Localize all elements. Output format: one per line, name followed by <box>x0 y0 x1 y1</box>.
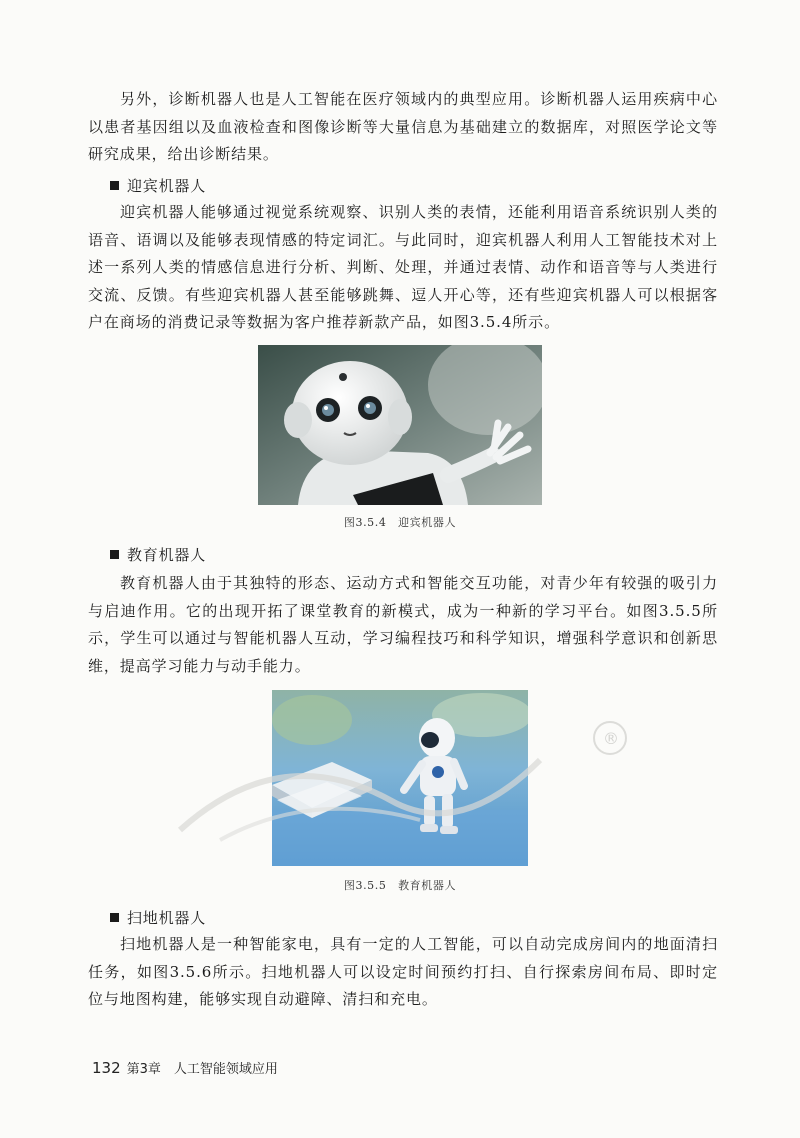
square-bullet-icon <box>110 913 119 922</box>
figure-caption-education-robot: 图3.5.5 教育机器人 <box>343 879 457 892</box>
paragraph-sweeping-robot: 扫地机器人是一种智能家电，具有一定的人工智能，可以自动完成房间内的地面清扫任务，如图3.5.6所示。扫地机器人可以设定时间预约打扫、自行探索房间布局、即时定位与地图构建，能够实现自动避障、清扫和充电。 <box>88 935 718 1008</box>
page-footer <box>92 1058 278 1077</box>
section-heading-education-robot <box>110 544 206 566</box>
watermark-symbol: ® <box>603 729 619 748</box>
heading-text: 教育机器人 <box>127 546 207 564</box>
paragraph-diagnosis-robot: 另外，诊断机器人也是人工智能在医疗领域内的典型应用。诊断机器人运用疾病中心以患者基因组以及血液检查和图像诊断等大量信息为基础建立的数据库，对照医学论文等研究成果，给出诊断结果。 <box>88 90 718 163</box>
paragraph-reception-robot: 迎宾机器人能够通过视觉系统观察、识别人类的表情，还能利用语音系统识别人类的语音、语调以及能够表现情感的特定词汇。与此同时，迎宾机器人利用人工智能技术对上述一系列人类的情感信息进行分析、判断、处理，并通过表情、动作和语音等与人类进行交流、反馈。有些迎宾机器人甚至能够跳舞、逗人开心等，还有些迎宾机器人可以根据客户在商场的消费记录等数据为客户推荐新款产品，如图3.5.4所示。 <box>88 203 718 331</box>
square-bullet-icon <box>110 550 119 559</box>
figure-reception-robot-image <box>258 345 542 505</box>
page-number: 132 <box>92 1059 121 1077</box>
chapter-title: 第3章 人工智能领域应用 <box>126 1062 278 1077</box>
section-heading-reception-robot <box>110 175 206 197</box>
section-heading-sweeping-robot <box>110 907 206 929</box>
heading-text: 迎宾机器人 <box>127 177 207 195</box>
figure-caption-reception-robot: 图3.5.4 迎宾机器人 <box>343 516 457 529</box>
square-bullet-icon <box>110 181 119 190</box>
paragraph-education-robot: 教育机器人由于其独特的形态、运动方式和智能交互功能，对青少年有较强的吸引力与启迪作用。它的出现开拓了课堂教育的新模式，成为一种新的学习平台。如图3.5.5所示，学生可以通过与智能机器人互动，学习编程技巧和科学知识，增强科学意识和创新思维，提高学习能力与动手能力。 <box>88 574 718 675</box>
heading-text: 扫地机器人 <box>127 909 207 927</box>
figure-education-robot-image <box>272 690 528 866</box>
